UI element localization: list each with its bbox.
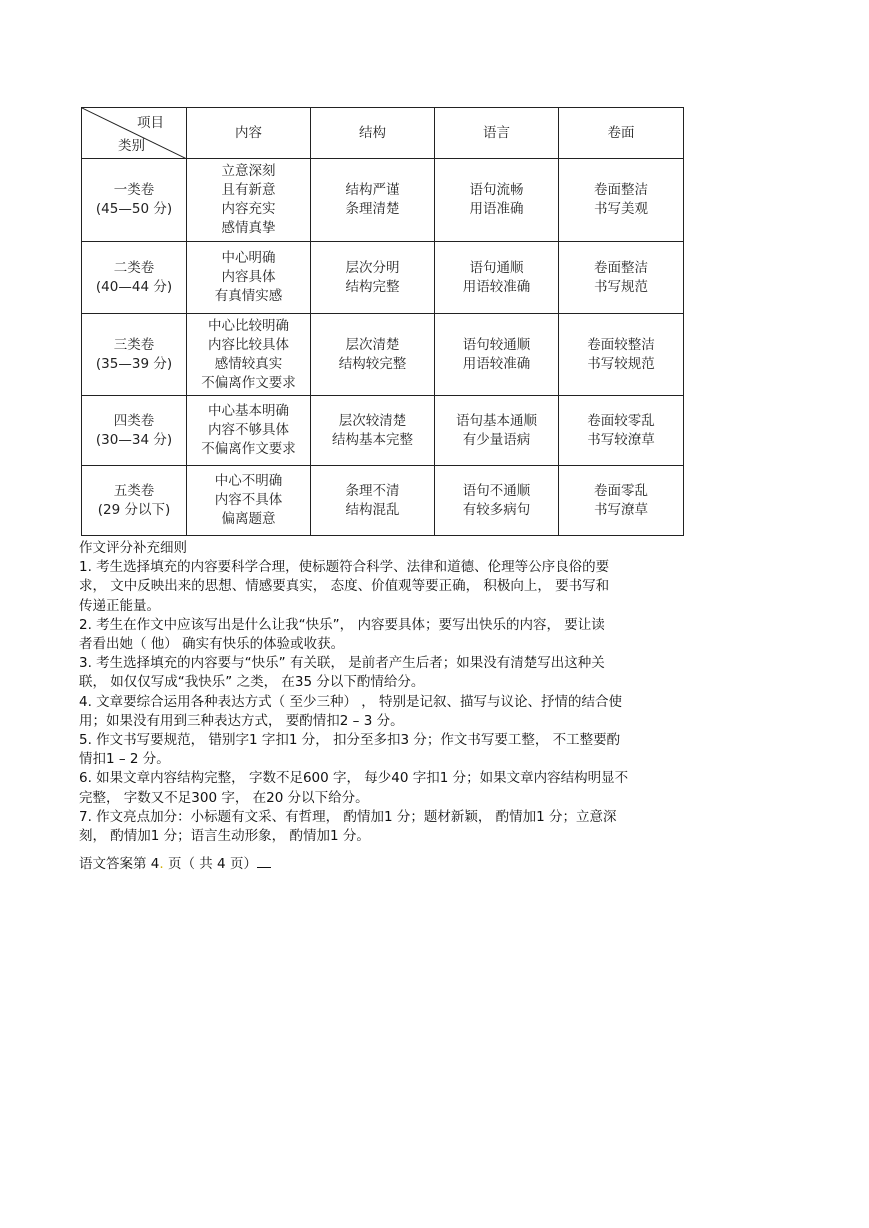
header-surface: 卷面 — [559, 108, 684, 159]
cell-line: 内容不够具体 — [208, 422, 289, 438]
language-cell — [435, 466, 559, 536]
category-cell — [82, 159, 187, 242]
cell-line: 卷面较零乱 — [587, 412, 655, 429]
cell-line: 结构基本完整 — [332, 431, 413, 448]
structure-cell — [311, 314, 435, 396]
category-cell — [82, 396, 187, 466]
cell-line: 书写较潦草 — [587, 431, 655, 448]
header-language: 语言 — [435, 108, 559, 159]
note-line: 求， 文中反映出来的思想、情感要真实， 态度、价值观等要正确， 积极向上， 要书写和 — [79, 578, 610, 595]
cell-line: 条理清楚 — [345, 201, 400, 217]
cell-line: (30—34 分) — [95, 431, 173, 448]
cell-line: 卷面整洁 — [594, 259, 648, 276]
cell-line: 三类卷 — [113, 336, 155, 353]
cell-line: 四类卷 — [113, 412, 155, 429]
cell-line: 层次分明 — [345, 259, 400, 276]
note-line: 用；如果没有用到三种表达方式， 要酌情扣2 – 3 分。 — [79, 712, 404, 729]
cell-line: 层次较清楚 — [338, 412, 407, 429]
cell-line: 语句基本通顺 — [456, 412, 537, 429]
structure-cell — [311, 242, 435, 314]
category-cell — [82, 242, 187, 314]
cell-line: 用语准确 — [469, 201, 524, 217]
table-row — [82, 466, 684, 536]
cell-line: 语句不通顺 — [462, 482, 531, 499]
note-line: 刻， 酌情加1 分；语言生动形象， 酌情加1 分。 — [79, 828, 370, 845]
language-cell — [435, 242, 559, 314]
footer-dot: . — [159, 856, 164, 872]
cell-line: 书写较规范 — [587, 355, 655, 372]
footer-text-after: 页（ 共 4 页） — [163, 856, 257, 872]
structure-cell — [311, 466, 435, 536]
cell-line: 用语较准确 — [462, 278, 531, 295]
structure-cell — [311, 396, 435, 466]
cell-line: 结构严谨 — [345, 182, 400, 198]
content-cell — [187, 242, 311, 314]
notes-lines — [79, 558, 699, 846]
content-cell — [187, 396, 311, 466]
cell-line: 语句较通顺 — [462, 336, 531, 353]
cell-line: 卷面零乱 — [594, 482, 648, 499]
surface-cell — [559, 242, 684, 314]
cell-line: 立意深刻 — [221, 163, 276, 179]
cell-line: 不偏离作文要求 — [201, 374, 296, 391]
scoring-notes — [79, 539, 699, 846]
note-line: 情扣1 – 2 分。 — [79, 751, 170, 768]
content-cell — [187, 314, 311, 396]
page-footer — [79, 855, 271, 874]
cell-line: 语句流畅 — [469, 182, 524, 198]
note-line: 4. 文章要综合运用各种表达方式（ 至少三种） ， 特别是记叙、描写与议论、抒情的结合使 — [79, 693, 623, 710]
cell-line: (45—50 分) — [95, 201, 173, 217]
table-row — [82, 242, 684, 314]
cell-line: 二类卷 — [113, 259, 155, 276]
note-line: 2. 考生在作文中应该写出是什么让我“快乐”， 内容要具体；要写出快乐的内容， 要让读 — [79, 616, 605, 633]
cell-line: 内容不具体 — [214, 492, 283, 508]
note-line: 传递正能量。 — [79, 597, 160, 614]
header-content: 内容 — [187, 108, 311, 159]
cell-line: 有较多病句 — [462, 501, 531, 518]
cell-line: 偏离题意 — [221, 511, 276, 527]
table-header-row — [82, 108, 684, 159]
cell-line: 结构较完整 — [338, 355, 407, 372]
table-row — [82, 314, 684, 396]
cell-line: 内容充实 — [221, 201, 276, 217]
cell-line: 感情真挚 — [221, 220, 276, 236]
language-cell — [435, 314, 559, 396]
footer-text-before: 语文答案第 4 — [79, 856, 160, 872]
notes-title: 作文评分补充细则 — [79, 540, 187, 556]
note-line: 6. 如果文章内容结构完整， 字数不足600 字， 每少40 字扣1 分；如果文章内容结构明显不 — [79, 770, 629, 787]
note-line: 3. 考生选择填充的内容要与“快乐” 有关联， 是前者产生后者；如果没有清楚写出这种关 — [79, 655, 605, 672]
cell-line: (40—44 分) — [95, 278, 173, 295]
note-line: 5. 作文书写要规范， 错别字1 字扣1 分， 扣分至多扣3 分；作文书写要工整， 不工整要酌 — [79, 732, 621, 749]
cell-line: 书写美观 — [594, 201, 648, 217]
cell-line: 卷面较整洁 — [587, 336, 655, 353]
cell-line: 条理不清 — [345, 482, 400, 499]
corner-cell — [82, 108, 187, 159]
note-line: 7. 作文亮点加分：小标题有文采、有哲理， 酌情加1 分；题材新颖， 酌情加1 分；立意深 — [79, 808, 617, 825]
cell-line: 有少量语病 — [462, 431, 531, 448]
category-cell — [82, 466, 187, 536]
cell-line: 用语较准确 — [462, 355, 531, 372]
cell-line: 语句通顺 — [469, 259, 524, 276]
cell-line: 结构混乱 — [345, 501, 400, 518]
cell-line: 不偏离作文要求 — [201, 441, 296, 457]
cell-line: 五类卷 — [113, 482, 155, 499]
note-line: 联， 如仅仅写成“我快乐” 之类， 在35 分以下酌情给分。 — [79, 674, 425, 691]
cell-line: 中心不明确 — [214, 473, 283, 489]
surface-cell — [559, 314, 684, 396]
scoring-table — [81, 107, 684, 536]
table-row — [82, 159, 684, 242]
corner-top-label: 项目 — [137, 115, 164, 131]
cell-line: 一类卷 — [113, 182, 155, 198]
table-row — [82, 396, 684, 466]
cell-line: 卷面整洁 — [594, 182, 648, 198]
cell-line: (35—39 分) — [95, 355, 173, 372]
cell-line: (29 分以下) — [97, 501, 171, 518]
cell-line: 中心明确 — [221, 250, 276, 266]
surface-cell — [559, 466, 684, 536]
cell-line: 层次清楚 — [345, 336, 400, 353]
cell-line: 有真情实感 — [214, 288, 283, 304]
language-cell — [435, 396, 559, 466]
cell-line: 中心基本明确 — [208, 403, 289, 419]
category-cell — [82, 314, 187, 396]
note-line: 1. 考生选择填充的内容要科学合理，使标题符合科学、法律和道德、伦理等公序良俗的要 — [79, 559, 610, 576]
structure-cell — [311, 159, 435, 242]
cell-line: 且有新意 — [221, 182, 276, 198]
surface-cell — [559, 159, 684, 242]
content-cell — [187, 466, 311, 536]
corner-bottom-label: 类别 — [118, 138, 145, 154]
header-structure: 结构 — [311, 108, 435, 159]
cell-line: 内容比较具体 — [208, 336, 289, 353]
cell-line: 中心比较明确 — [208, 317, 289, 334]
language-cell — [435, 159, 559, 242]
footer-underline — [257, 855, 271, 868]
cell-line: 书写潦草 — [594, 501, 648, 518]
note-line: 完整， 字数又不足300 字， 在20 分以下给分。 — [79, 789, 369, 806]
content-cell — [187, 159, 311, 242]
cell-line: 书写规范 — [594, 278, 648, 295]
cell-line: 结构完整 — [345, 278, 400, 295]
note-line: 者看出她（ 他） 确实有快乐的体验或收获。 — [79, 636, 345, 653]
cell-line: 内容具体 — [221, 269, 276, 285]
cell-line: 感情较真实 — [214, 355, 283, 372]
surface-cell — [559, 396, 684, 466]
